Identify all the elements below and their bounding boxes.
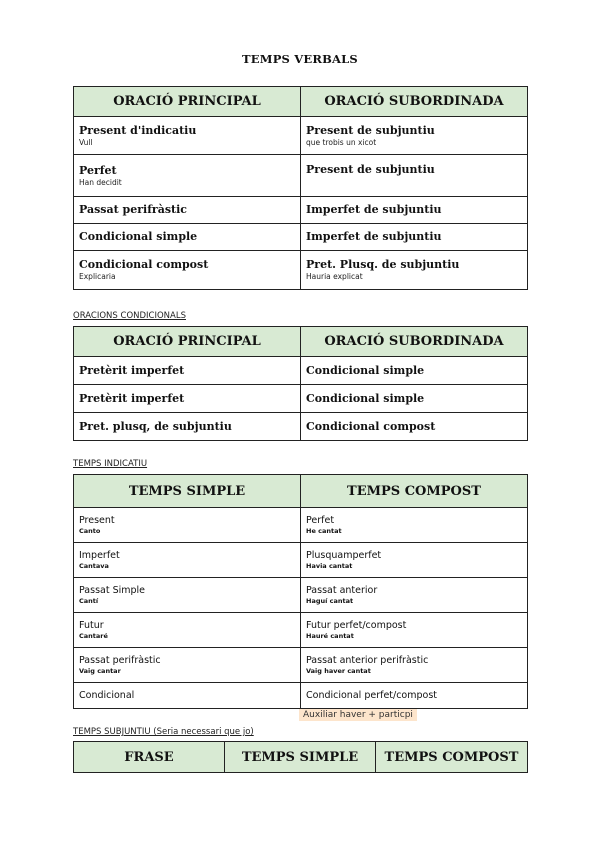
table-header-row (74, 87, 528, 117)
cell-tense-name: Passat anterior (306, 584, 378, 596)
table-row (74, 224, 528, 251)
column-header-simple: TEMPS SIMPLE (225, 742, 376, 773)
cell-example-text: Han decidit (79, 177, 122, 187)
cell-example-text: Explicaria (79, 272, 116, 281)
table-indicative-tenses (73, 474, 528, 709)
section-label-conditional: ORACIONS CONDICIONALS (73, 311, 186, 321)
cell-example-text: Vaig haver cantat (306, 666, 371, 675)
table-row (74, 508, 528, 543)
cell-example-text: Vull (79, 137, 93, 147)
cell-example-text: Vaig cantar (79, 666, 121, 675)
cell-example-text: Hauria explicat (306, 272, 363, 281)
cell-tense-name: Imperfet (79, 549, 120, 561)
table-row (74, 357, 528, 385)
table-row (74, 648, 528, 683)
cell-example-text: Canto (79, 526, 101, 535)
cell-tense-name: Futur (79, 619, 104, 631)
auxiliary-note: Auxiliar haver + particpi (299, 709, 417, 721)
cell-main-text: Condicional compost (306, 419, 436, 433)
cell-example-text: He cantat (306, 526, 342, 535)
cell-main-text: Present d'indicatiu (79, 123, 197, 137)
cell-main-text: Condicional simple (79, 230, 198, 243)
table-subjunctive-tenses (73, 741, 528, 773)
cell-tense-name: Condicional perfet/compost (306, 689, 438, 701)
table-row (74, 613, 528, 648)
table-row (74, 413, 528, 441)
cell-tense-name: Perfet (306, 514, 335, 526)
section-label-subjunctive: TEMPS SUBJUNTIU (Seria necessari que jo) (73, 727, 254, 737)
table-header-row (74, 742, 528, 773)
cell-tense-name: Passat anterior perifràstic (306, 654, 429, 666)
table-row (74, 543, 528, 578)
cell-tense-name: Futur perfet/compost (306, 619, 407, 631)
cell-main-text: Pret. plusq, de subjuntiu (79, 419, 232, 433)
column-header-frase: FRASE (74, 742, 225, 773)
cell-main-text: Present de subjuntiu (306, 163, 435, 176)
cell-main-text: Pret. Plusq. de subjuntiu (306, 258, 460, 271)
cell-tense-name: Plusquamperfet (306, 549, 382, 561)
cell-main-text: Present de subjuntiu (306, 123, 435, 137)
cell-example-text: Cantava (79, 561, 109, 570)
section-label-indicative: TEMPS INDICATIU (73, 459, 148, 469)
table-row (74, 683, 528, 709)
cell-example-text: Hauré cantat (306, 631, 354, 640)
column-header-principal: ORACIÓ PRINCIPAL (74, 87, 301, 117)
cell-tense-name: Present (79, 514, 115, 526)
table-row (74, 155, 528, 197)
cell-main-text: Pretèrit imperfet (79, 391, 185, 405)
cell-example-text: Havia cantat (306, 561, 353, 570)
cell-main-text: Pretèrit imperfet (79, 363, 185, 377)
cell-example-text: que trobis un xicot (306, 137, 377, 147)
cell-main-text: Condicional simple (306, 363, 425, 377)
cell-main-text: Passat perifràstic (79, 203, 187, 216)
cell-main-text: Condicional simple (306, 391, 425, 405)
cell-main-text: Condicional compost (79, 258, 209, 271)
cell-main-text: Imperfet de subjuntiu (306, 203, 442, 216)
cell-main-text: Perfet (79, 163, 117, 177)
table-subordinate-tenses (73, 86, 528, 290)
table-row (74, 578, 528, 613)
table-header-row (74, 475, 528, 508)
cell-tense-name: Condicional (79, 689, 135, 701)
table-conditional-sentences (73, 326, 528, 441)
cell-tense-name: Passat perifràstic (79, 654, 161, 666)
document-title: TEMPS VERBALS (242, 52, 358, 66)
cell-example-text: Cantaré (79, 631, 108, 640)
column-header-compost: TEMPS COMPOST (301, 475, 528, 508)
cell-example-text: Haguí cantat (306, 596, 354, 605)
column-header-principal: ORACIÓ PRINCIPAL (74, 327, 301, 357)
column-header-simple: TEMPS SIMPLE (74, 475, 301, 508)
table-row (74, 117, 528, 155)
cell-tense-name: Passat Simple (79, 584, 146, 596)
column-header-compost: TEMPS COMPOST (376, 742, 528, 773)
table-header-row (74, 327, 528, 357)
column-header-subordinada: ORACIÓ SUBORDINADA (301, 87, 528, 117)
table-row (74, 385, 528, 413)
cell-main-text: Imperfet de subjuntiu (306, 230, 442, 243)
table-row (74, 251, 528, 290)
table-row (74, 197, 528, 224)
cell-example-text: Cantí (79, 596, 99, 605)
column-header-subordinada: ORACIÓ SUBORDINADA (301, 327, 528, 357)
